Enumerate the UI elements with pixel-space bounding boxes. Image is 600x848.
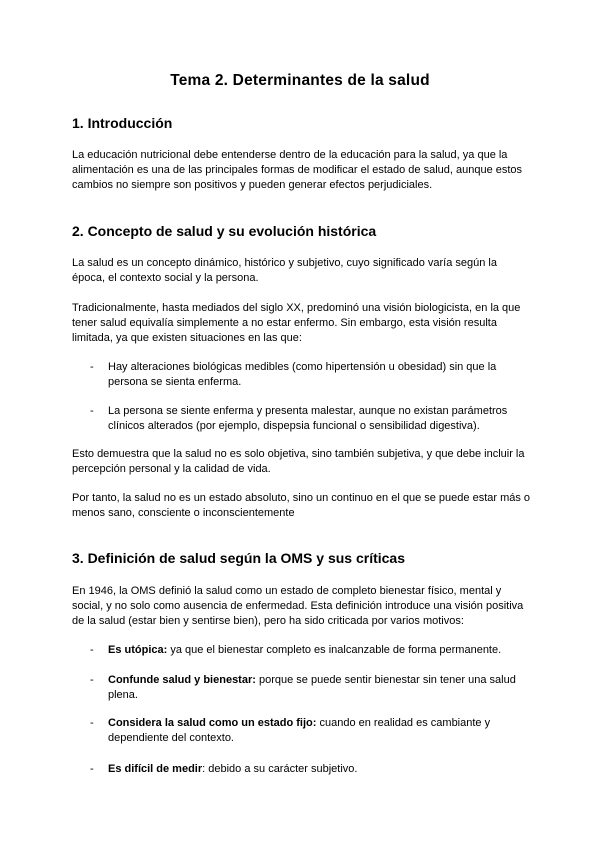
list-item-rest: cuando en realidad es cambiante y dependiente del contexto.	[108, 717, 491, 744]
list-dash: -	[90, 674, 94, 686]
list-item-rest: : debido a su carácter subjetivo.	[202, 763, 358, 775]
list-item-bold: Es difícil de medir	[108, 763, 203, 775]
paragraph: Esto demuestra que la salud no es solo objetiva, sino también subjetiva, y que debe incluir la percepción personal y la calidad de vida.	[72, 448, 525, 475]
list-item-bold: Considera la salud como un estado fijo:	[108, 717, 317, 729]
paragraph: La educación nutricional debe entenderse dentro de la educación para la salud, ya que la alimentación es una de las principales formas de modificar el estado de salud, aunque estos cambios no siempre son positivos y pueden generar efectos perjudiciales.	[72, 149, 523, 191]
list-item-bold: Es utópica:	[108, 644, 168, 656]
list-item-text	[108, 673, 528, 703]
list-item-text	[108, 762, 528, 777]
paragraph: La salud es un concepto dinámico, histórico y subjetivo, cuyo significado varía según la época, el contexto social y la persona.	[72, 257, 497, 284]
section-heading-definicion-oms: 3. Definición de salud según la OMS y sus críticas	[72, 550, 405, 566]
list-item-bold: Confunde salud y bienestar:	[108, 674, 256, 686]
list-item-text: La persona se siente enferma y presenta malestar, aunque no existan parámetros clínicos alterados (por ejemplo, dispepsia funcional o sensibilidad digestiva).	[108, 405, 508, 432]
list-dash: -	[90, 763, 94, 775]
list-dash: -	[90, 717, 94, 729]
list-item-rest: ya que el bienestar completo es inalcanzable de forma permanente.	[167, 644, 502, 656]
list-dash: -	[90, 644, 94, 656]
list-dash: -	[90, 361, 94, 373]
page-title: Tema 2. Determinantes de la salud	[170, 72, 430, 89]
list-item-text	[108, 643, 528, 658]
list-item-rest: porque se puede sentir bienestar sin tener una salud plena.	[108, 674, 516, 701]
paragraph: Por tanto, la salud no es un estado absoluto, sino un continuo en el que se puede estar más o menos sano, consciente o inconscientemente	[72, 492, 531, 519]
list-item-text	[108, 716, 528, 746]
list-item-text: Hay alteraciones biológicas medibles (como hipertensión u obesidad) sin que la persona se sienta enferma.	[108, 361, 497, 388]
paragraph: En 1946, la OMS definió la salud como un estado de completo bienestar físico, mental y social, y no solo como ausencia de enfermedad. Esta definición introduce una visión positiva de la salud (estar bien y sentirse bien), pero ha sido criticada por varios motivos:	[72, 585, 524, 627]
section-heading-introduccion: 1. Introducción	[72, 115, 173, 131]
list-dash: -	[90, 405, 94, 417]
section-heading-concepto: 2. Concepto de salud y su evolución histórica	[72, 223, 377, 239]
paragraph: Tradicionalmente, hasta mediados del siglo XX, predominó una visión biologicista, en la que tener salud equivalía simplemente a no estar enfermo. Sin embargo, esta visión resulta limitada, ya que existen situaciones en las que:	[72, 302, 521, 344]
